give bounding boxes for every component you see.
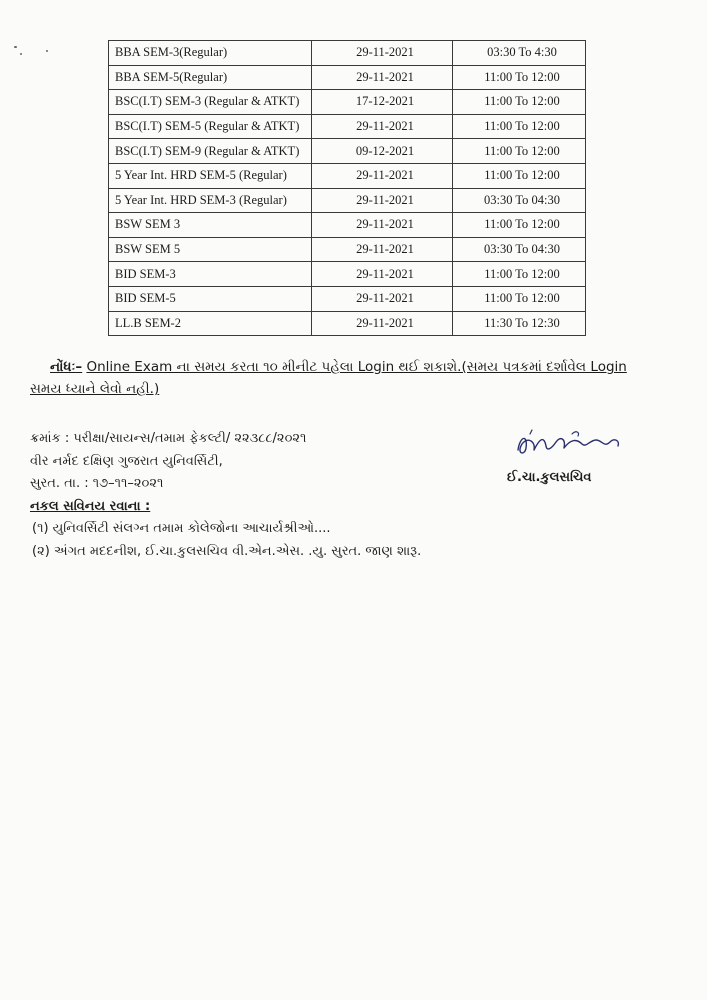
time-cell: 11:30 To 12:30 xyxy=(453,311,586,336)
time-cell: 11:00 To 12:00 xyxy=(453,139,586,164)
course-cell: BID SEM-3 xyxy=(109,262,312,287)
time-cell: 03:30 To 4:30 xyxy=(453,41,586,66)
time-cell: 11:00 To 12:00 xyxy=(453,90,586,115)
signature xyxy=(510,428,630,462)
time-cell: 03:30 To 04:30 xyxy=(453,237,586,262)
table-row xyxy=(109,311,586,336)
course-cell: 5 Year Int. HRD SEM-5 (Regular) xyxy=(109,163,312,188)
date-cell: 29-11-2021 xyxy=(312,65,453,90)
course-cell: LL.B SEM-2 xyxy=(109,311,312,336)
table-row xyxy=(109,65,586,90)
date-cell: 29-11-2021 xyxy=(312,188,453,213)
course-cell: BBA SEM-3(Regular) xyxy=(109,41,312,66)
table-row xyxy=(109,139,586,164)
note-label: નોંધઃ– xyxy=(50,359,83,375)
note-text: Online Exam ના સમય કરતા ૧૦ મીનીટ પહેલા Login થઈ શકાશે.(સમય પત્રકમાં દર્શાવેલ Login સમય ધ્યાને લેવો નહી.) xyxy=(30,359,627,397)
reference-block xyxy=(30,428,421,563)
login-note xyxy=(30,356,660,400)
table-row xyxy=(109,188,586,213)
date-cell: 29-11-2021 xyxy=(312,262,453,287)
exam-schedule-table xyxy=(108,40,586,336)
copies-heading: નકલ સવિનય રવાના : xyxy=(30,498,151,514)
date-cell: 29-11-2021 xyxy=(312,41,453,66)
date-cell: 29-11-2021 xyxy=(312,114,453,139)
date-cell: 29-11-2021 xyxy=(312,286,453,311)
course-cell: BSW SEM 3 xyxy=(109,213,312,238)
time-cell: 11:00 To 12:00 xyxy=(453,286,586,311)
university-name: વીર નર્મદ દક્ષિણ ગુજરાત યુનિવર્સિટી, xyxy=(30,453,223,469)
table-row xyxy=(109,114,586,139)
copy-item: (૧) યુનિવર્સિટી સંલગ્ન તમામ કોલેજોના આચાર્યશ્રીઓ.... xyxy=(32,521,331,536)
table-row xyxy=(109,41,586,66)
reference-number: ક્રમાંક : પરીક્ષા/સાયન્સ/તમામ ફેકલ્ટી/ ૨૨૩૮૮/૨૦૨૧ xyxy=(30,431,307,446)
table-row xyxy=(109,90,586,115)
table-row xyxy=(109,237,586,262)
time-cell: 11:00 To 12:00 xyxy=(453,262,586,287)
time-cell: 11:00 To 12:00 xyxy=(453,114,586,139)
table-row xyxy=(109,213,586,238)
course-cell: BSW SEM 5 xyxy=(109,237,312,262)
time-cell: 03:30 To 04:30 xyxy=(453,188,586,213)
course-cell: BSC(I.T) SEM-9 (Regular & ATKT) xyxy=(109,139,312,164)
date-cell: 29-11-2021 xyxy=(312,237,453,262)
time-cell: 11:00 To 12:00 xyxy=(453,213,586,238)
date-cell: 29-11-2021 xyxy=(312,213,453,238)
time-cell: 11:00 To 12:00 xyxy=(453,163,586,188)
table-row xyxy=(109,262,586,287)
date-cell: 29-11-2021 xyxy=(312,311,453,336)
date-cell: 09-12-2021 xyxy=(312,139,453,164)
copy-item: (૨) અંગત મદદનીશ, ઈ.ચા.કુલસચિવ વી.એન.એસ. .યુ. સુરત. જાણ શારૂ. xyxy=(32,543,422,559)
signatory-title: ઈ.ચા.કુલસચિવ xyxy=(507,470,592,485)
date-cell: 29-11-2021 xyxy=(312,163,453,188)
course-cell: BID SEM-5 xyxy=(109,286,312,311)
table-row xyxy=(109,163,586,188)
date-cell: 17-12-2021 xyxy=(312,90,453,115)
time-cell: 11:00 To 12:00 xyxy=(453,65,586,90)
course-cell: BSC(I.T) SEM-5 (Regular & ATKT) xyxy=(109,114,312,139)
scan-specks xyxy=(12,44,52,64)
place-date: સુરત. તા. : ૧૭–૧૧–૨૦૨૧ xyxy=(30,476,164,491)
course-cell: BBA SEM-5(Regular) xyxy=(109,65,312,90)
course-cell: BSC(I.T) SEM-3 (Regular & ATKT) xyxy=(109,90,312,115)
course-cell: 5 Year Int. HRD SEM-3 (Regular) xyxy=(109,188,312,213)
table-row xyxy=(109,286,586,311)
